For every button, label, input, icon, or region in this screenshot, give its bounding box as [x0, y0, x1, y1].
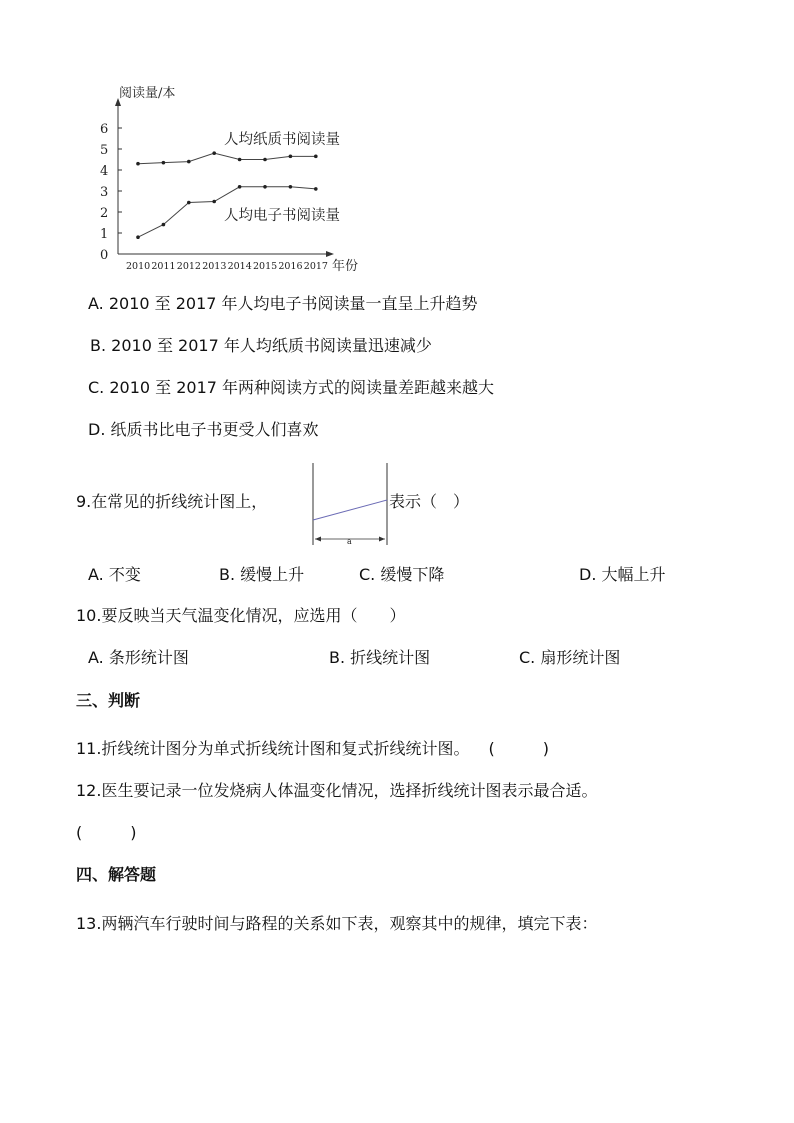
x-axis-label: 年份 — [332, 259, 359, 274]
q10-option-a[interactable]: A. 条形统计图 — [88, 648, 189, 667]
q9-option-b[interactable]: B. 缓慢上升 — [219, 565, 305, 584]
q12-answer-blank[interactable]: ( ) — [76, 823, 137, 842]
x-tick-label: 2011 — [151, 261, 176, 272]
q9-question-suffix: 表示（ ） — [389, 492, 470, 511]
x-tick-label: 2010 — [126, 261, 151, 272]
y-axis-label: 阅读量/本 — [119, 86, 176, 101]
data-point — [314, 155, 318, 159]
y-tick-label: 5 — [100, 143, 109, 158]
y-tick-label: 3 — [100, 185, 109, 200]
y-tick-label: 0 — [100, 248, 109, 263]
q10-option-b[interactable]: B. 折线统计图 — [329, 648, 431, 667]
x-tick-label: 2012 — [176, 261, 201, 272]
q9-figure-label: a — [347, 537, 352, 546]
section-title-judgment: 三、判断 — [76, 691, 141, 710]
data-point — [238, 185, 242, 189]
q8-option-a[interactable]: A. 2010 至 2017 年人均电子书阅读量一直呈上升趋势 — [88, 294, 478, 313]
q8-option-c[interactable]: C. 2010 至 2017 年两种阅读方式的阅读量差距越来越大 — [88, 378, 495, 397]
x-tick-label: 2015 — [253, 261, 278, 272]
q10-option-c[interactable]: C. 扇形统计图 — [519, 648, 621, 667]
reading-line-chart — [86, 80, 386, 280]
data-point — [212, 200, 216, 204]
q11-text: 11.折线统计图分为单式折线统计图和复式折线统计图。 — [76, 739, 470, 758]
data-point — [238, 158, 242, 162]
q8-option-d[interactable]: D. 纸质书比电子书更受人们喜欢 — [88, 420, 319, 439]
data-point — [187, 160, 191, 164]
q9-line-segment-figure — [306, 460, 396, 550]
q9-option-a[interactable]: A. 不变 — [88, 565, 141, 584]
data-point — [136, 235, 140, 239]
data-point — [289, 185, 293, 189]
data-point — [136, 162, 140, 166]
q9-question-prefix: 9.在常见的折线统计图上， — [76, 492, 268, 511]
x-tick-label: 2014 — [227, 261, 252, 272]
q8-option-b[interactable]: B. 2010 至 2017 年人均纸质书阅读量迅速减少 — [90, 336, 432, 355]
y-tick-label: 2 — [100, 206, 109, 221]
data-point — [263, 185, 267, 189]
q9-option-d[interactable]: D. 大幅上升 — [579, 565, 666, 584]
x-tick-label: 2016 — [278, 261, 303, 272]
data-point — [162, 161, 166, 165]
series-label: 人均电子书阅读量 — [224, 208, 340, 224]
data-point — [162, 223, 166, 227]
q9-option-c[interactable]: C. 缓慢下降 — [359, 565, 445, 584]
y-tick-label: 6 — [100, 122, 109, 137]
q13-question: 13.两辆汽车行驶时间与路程的关系如下表，观察其中的规律，填完下表： — [76, 914, 598, 933]
section-title-solve: 四、解答题 — [76, 865, 157, 884]
x-tick-label: 2013 — [202, 261, 227, 272]
data-point — [187, 201, 191, 205]
x-tick-label: 2017 — [303, 261, 328, 272]
q10-question: 10.要反映当天气温变化情况，应选用（ ） — [76, 606, 406, 625]
y-tick-label: 4 — [100, 164, 109, 179]
q11-question — [76, 738, 549, 760]
q11-answer-blank[interactable]: ( ) — [488, 739, 550, 758]
data-point — [263, 158, 267, 162]
data-point — [289, 155, 293, 159]
x-axis-arrow — [326, 251, 334, 257]
y-tick-label: 1 — [100, 227, 109, 242]
data-point — [212, 151, 216, 155]
q12-question: 12.医生要记录一位发烧病人体温变化情况，选择折线统计图表示最合适。 — [76, 781, 598, 800]
data-point — [314, 187, 318, 191]
series-label: 人均纸质书阅读量 — [224, 132, 340, 148]
